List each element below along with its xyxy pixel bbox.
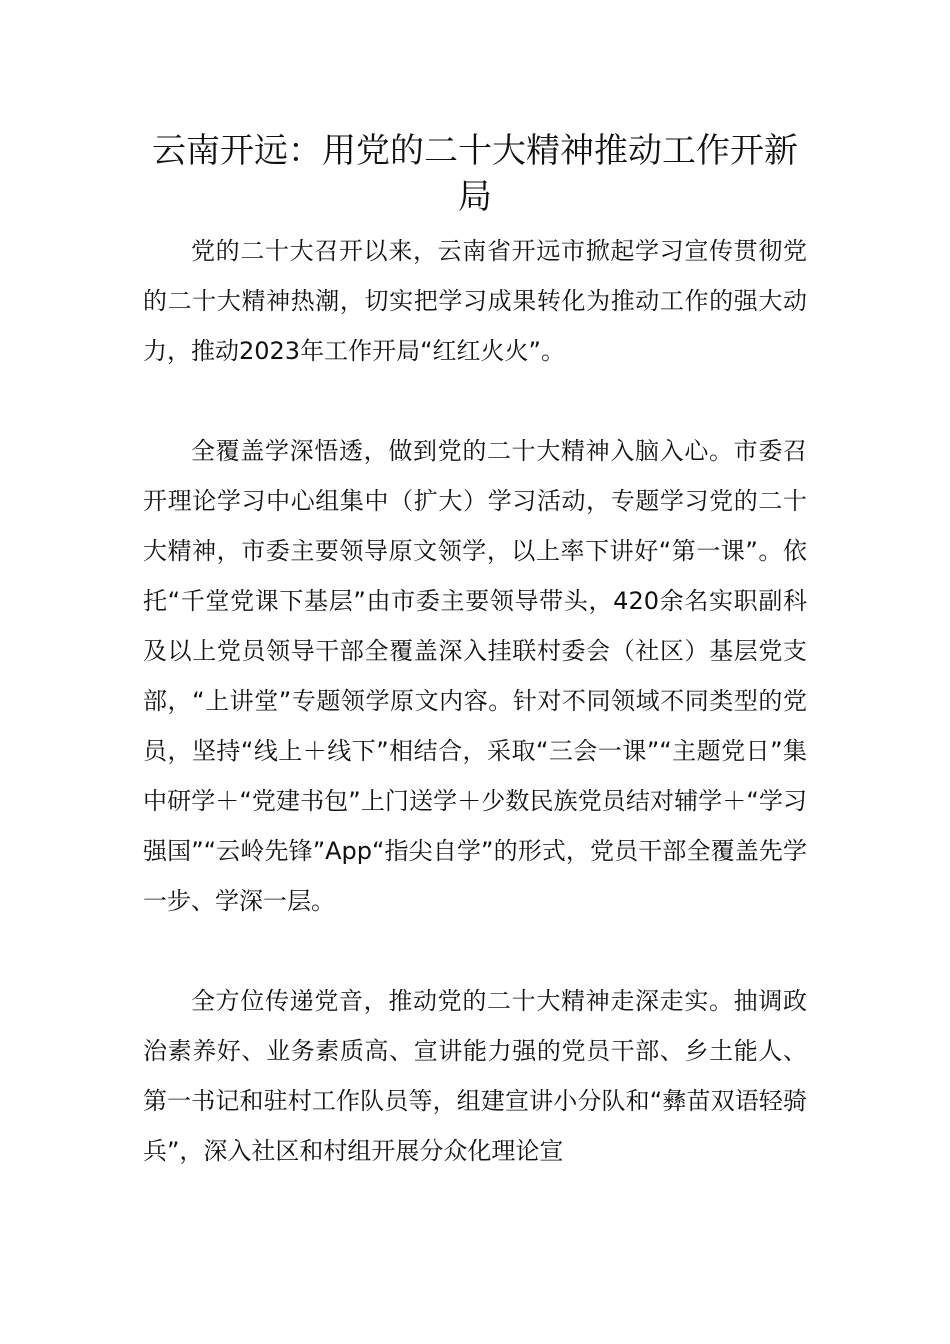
paragraph-intro: 党的二十大召开以来，云南省开远市掀起学习宣传贯彻党的二十大精神热潮，切实把学习成果转化为推动工作的强大动力，推动2023年工作开局“红红火火”。 [143, 237, 807, 365]
paragraph-study: 全覆盖学深悟透，做到党的二十大精神入脑入心。市委召开理论学习中心组集中（扩大）学习活动，专题学习党的二十大精神，市委主要领导原文领学，以上率下讲好“第一课”。依托“千堂党课下基层”由市委主要领导带头，420余名实职副科及以上党员领导干部全覆盖深入挂联村委会（社区）基层党支部，“上讲堂”专题领学原文内容。针对不同领域不同类型的党员，坚持“线上＋线下”相结合，采取“三会一课”“主题党日”集中研学＋“党建书包”上门送学＋少数民族党员结对辅学＋“学习强国”“云岭先锋”App“指尖自学”的形式，党员干部全覆盖先学一步、学深一层。 [143, 437, 807, 915]
paragraph-propaganda: 全方位传递党音，推动党的二十大精神走深走实。抽调政治素养好、业务素质高、宣讲能力强的党员干部、乡土能人、第一书记和驻村工作队员等，组建宣讲小分队和“彝苗双语轻骑兵”，深入社区和村组开展分众化理论宣 [143, 987, 807, 1165]
document-title: 云南开远：用党的二十大精神推动工作开新局 [152, 131, 798, 217]
document-body [143, 226, 807, 1176]
